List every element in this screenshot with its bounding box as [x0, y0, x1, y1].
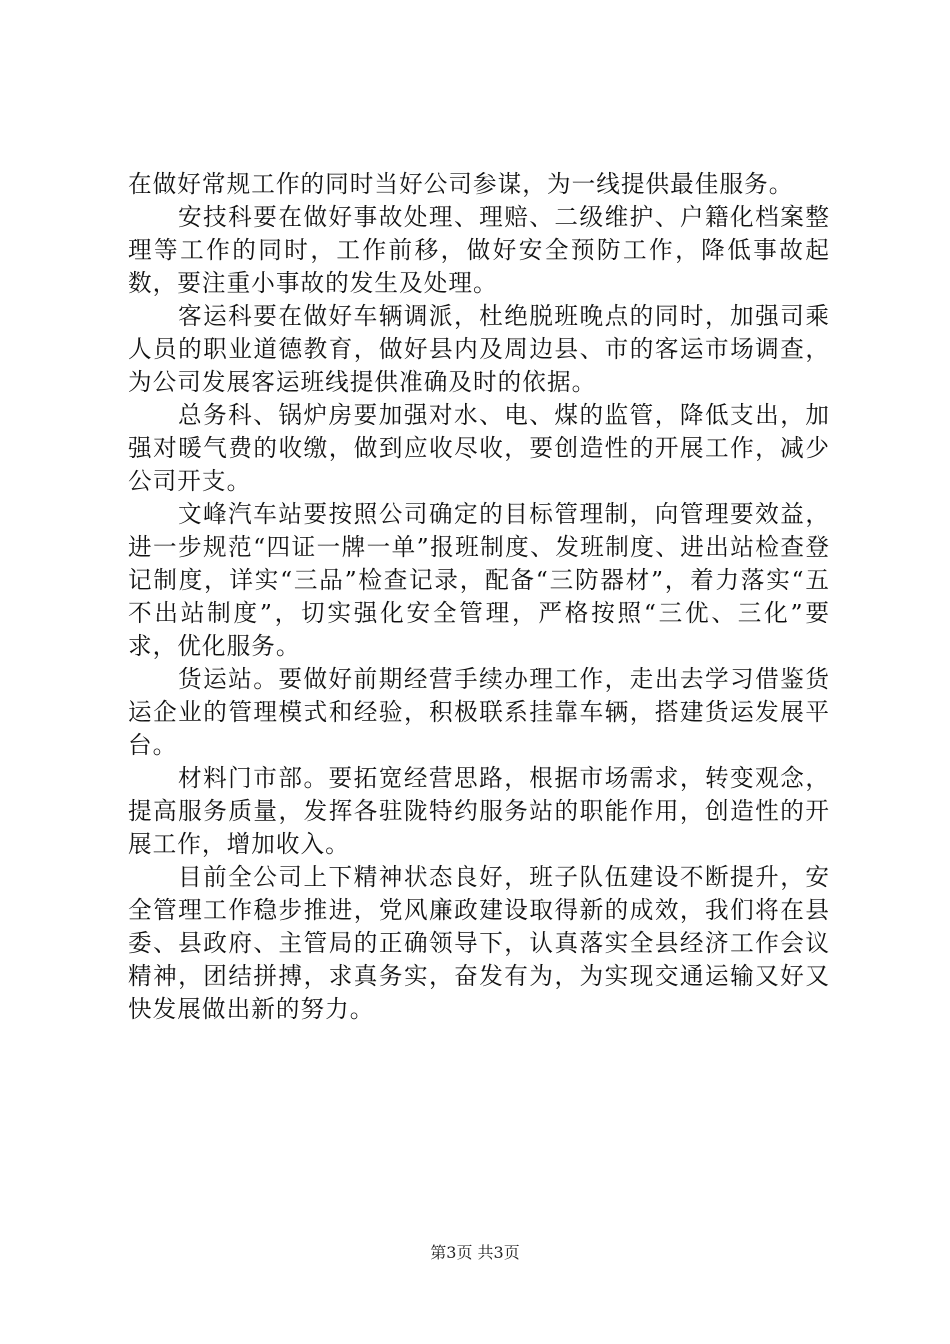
paragraph-wenfeng-bus-station: 文峰汽车站要按照公司确定的目标管理制，向管理要效益，进一步规范“四证一牌一单”报班制度、发班制度、进出站检查登记制度，详实“三品”检查记录，配备“三防器材”，着力落实“五不出站制度”，切实强化安全管理，严格按照“三优、三化”要求，优化服务。: [128, 500, 830, 660]
paragraph-general-affairs-dept: 总务科、锅炉房要加强对水、电、煤的监管，降低支出，加强对暖气费的收缴，做到应收尽收，要创造性的开展工作，减少公司开支。: [128, 401, 830, 495]
paragraph-conclusion: 目前全公司上下精神状态良好，班子队伍建设不断提升，安全管理工作稳步推进，党风廉政建设取得新的成效，我们将在县委、县政府、主管局的正确领导下，认真落实全县经济工作会议精神，团结拼搏，求真务实，奋发有为，为实现交通运输又好又快发展做出新的努力。: [128, 863, 830, 1023]
document-body: [128, 168, 830, 1026]
paragraph-passenger-transport-dept: 客运科要在做好车辆调派，杜绝脱班晚点的同时，加强司乘人员的职业道德教育，做好县内及周边县、市的客运市场调查，为公司发展客运班线提供准确及时的依据。: [128, 302, 830, 396]
paragraph-materials-store: 材料门市部。要拓宽经营思路，根据市场需求，转变观念，提高服务质量，发挥各驻陇特约服务站的职能作用，创造性的开展工作，增加收入。: [128, 764, 830, 858]
paragraph-freight-station: 货运站。要做好前期经营手续办理工作，走出去学习借鉴货运企业的管理模式和经验，积极联系挂靠车辆，搭建货运发展平台。: [128, 665, 830, 759]
page-number-footer: 第3页 共3页: [430, 1243, 520, 1262]
paragraph-continuation: 在做好常规工作的同时当好公司参谋，为一线提供最佳服务。: [128, 170, 794, 198]
paragraph-safety-tech-dept: 安技科要在做好事故处理、理赔、二级维护、户籍化档案整理等工作的同时，工作前移，做好安全预防工作，降低事故起数，要注重小事故的发生及处理。: [128, 203, 830, 297]
